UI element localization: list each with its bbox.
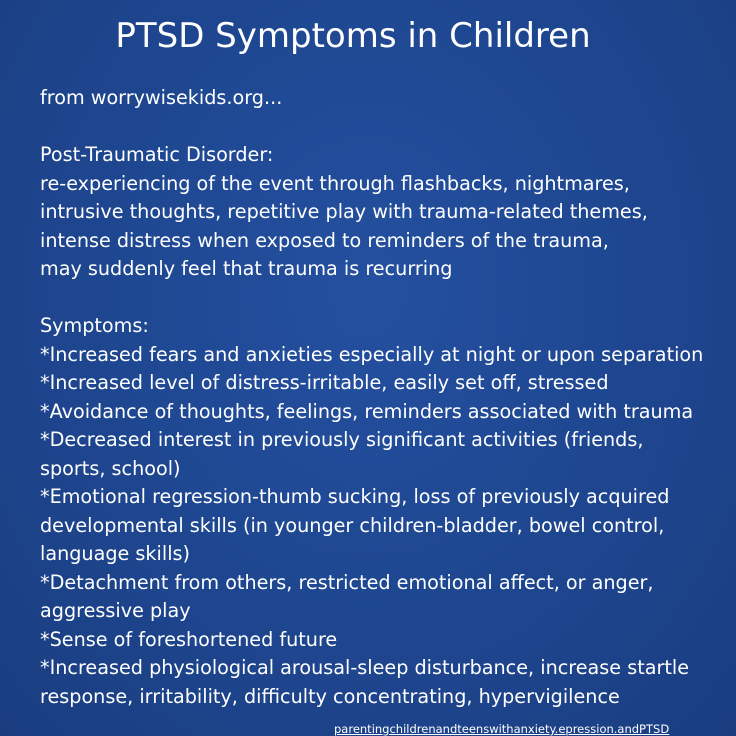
symptom-line: developmental skills (in younger children-bladder, bowel control, [40,513,665,537]
symptom-item [40,426,730,483]
content-body [40,84,730,711]
footer-source-link[interactable]: parentingchildrenandteenswithanxiety.epression.andPTSD [334,722,670,736]
symptoms-section [40,312,730,711]
symptom-item [40,626,730,655]
symptom-line: *Increased fears and anxieties especially at night or upon separation [40,342,704,366]
ptd-heading: Post-Traumatic Disorder: [40,143,274,166]
symptom-line: aggressive play [40,599,191,622]
symptom-item [40,341,730,370]
ptd-line: intense distress when exposed to reminders of the trauma, [40,228,609,252]
symptom-line: response, irritability, difficulty concentrating, hypervigilence [40,684,620,708]
symptom-line: *Sense of foreshortened future [40,627,338,651]
spacer [40,113,730,142]
symptoms-heading: Symptoms: [40,314,149,337]
source-line: from worrywisekids.org... [40,86,283,109]
spacer [40,284,730,313]
symptom-line: *Increased level of distress-irritable, easily set off, stressed [40,371,609,394]
symptom-line: *Detachment from others, restricted emotional affect, or anger, [40,570,654,594]
symptom-item [40,369,730,398]
ptd-section [40,141,730,284]
symptom-line: *Increased physiological arousal-sleep disturbance, increase startle [40,656,690,679]
symptom-line: *Avoidance of thoughts, feelings, reminders associated with trauma [40,399,694,423]
ptd-line: re-experiencing of the event through flashbacks, nightmares, [40,171,630,195]
symptom-item [40,654,730,711]
symptom-line: *Decreased interest in previously significant activities (friends, [40,428,644,451]
symptom-item [40,569,730,626]
ptd-line: intrusive thoughts, repetitive play with trauma-related themes, [40,200,648,223]
symptom-line: sports, school) [40,456,181,480]
page-title: PTSD Symptoms in Children [115,16,591,56]
symptom-line: language skills) [40,542,191,565]
symptom-line: *Emotional regression-thumb sucking, loss of previously acquired [40,485,670,508]
symptom-item [40,398,730,427]
symptom-item [40,483,730,569]
ptd-line: may suddenly feel that trauma is recurring [40,257,453,280]
